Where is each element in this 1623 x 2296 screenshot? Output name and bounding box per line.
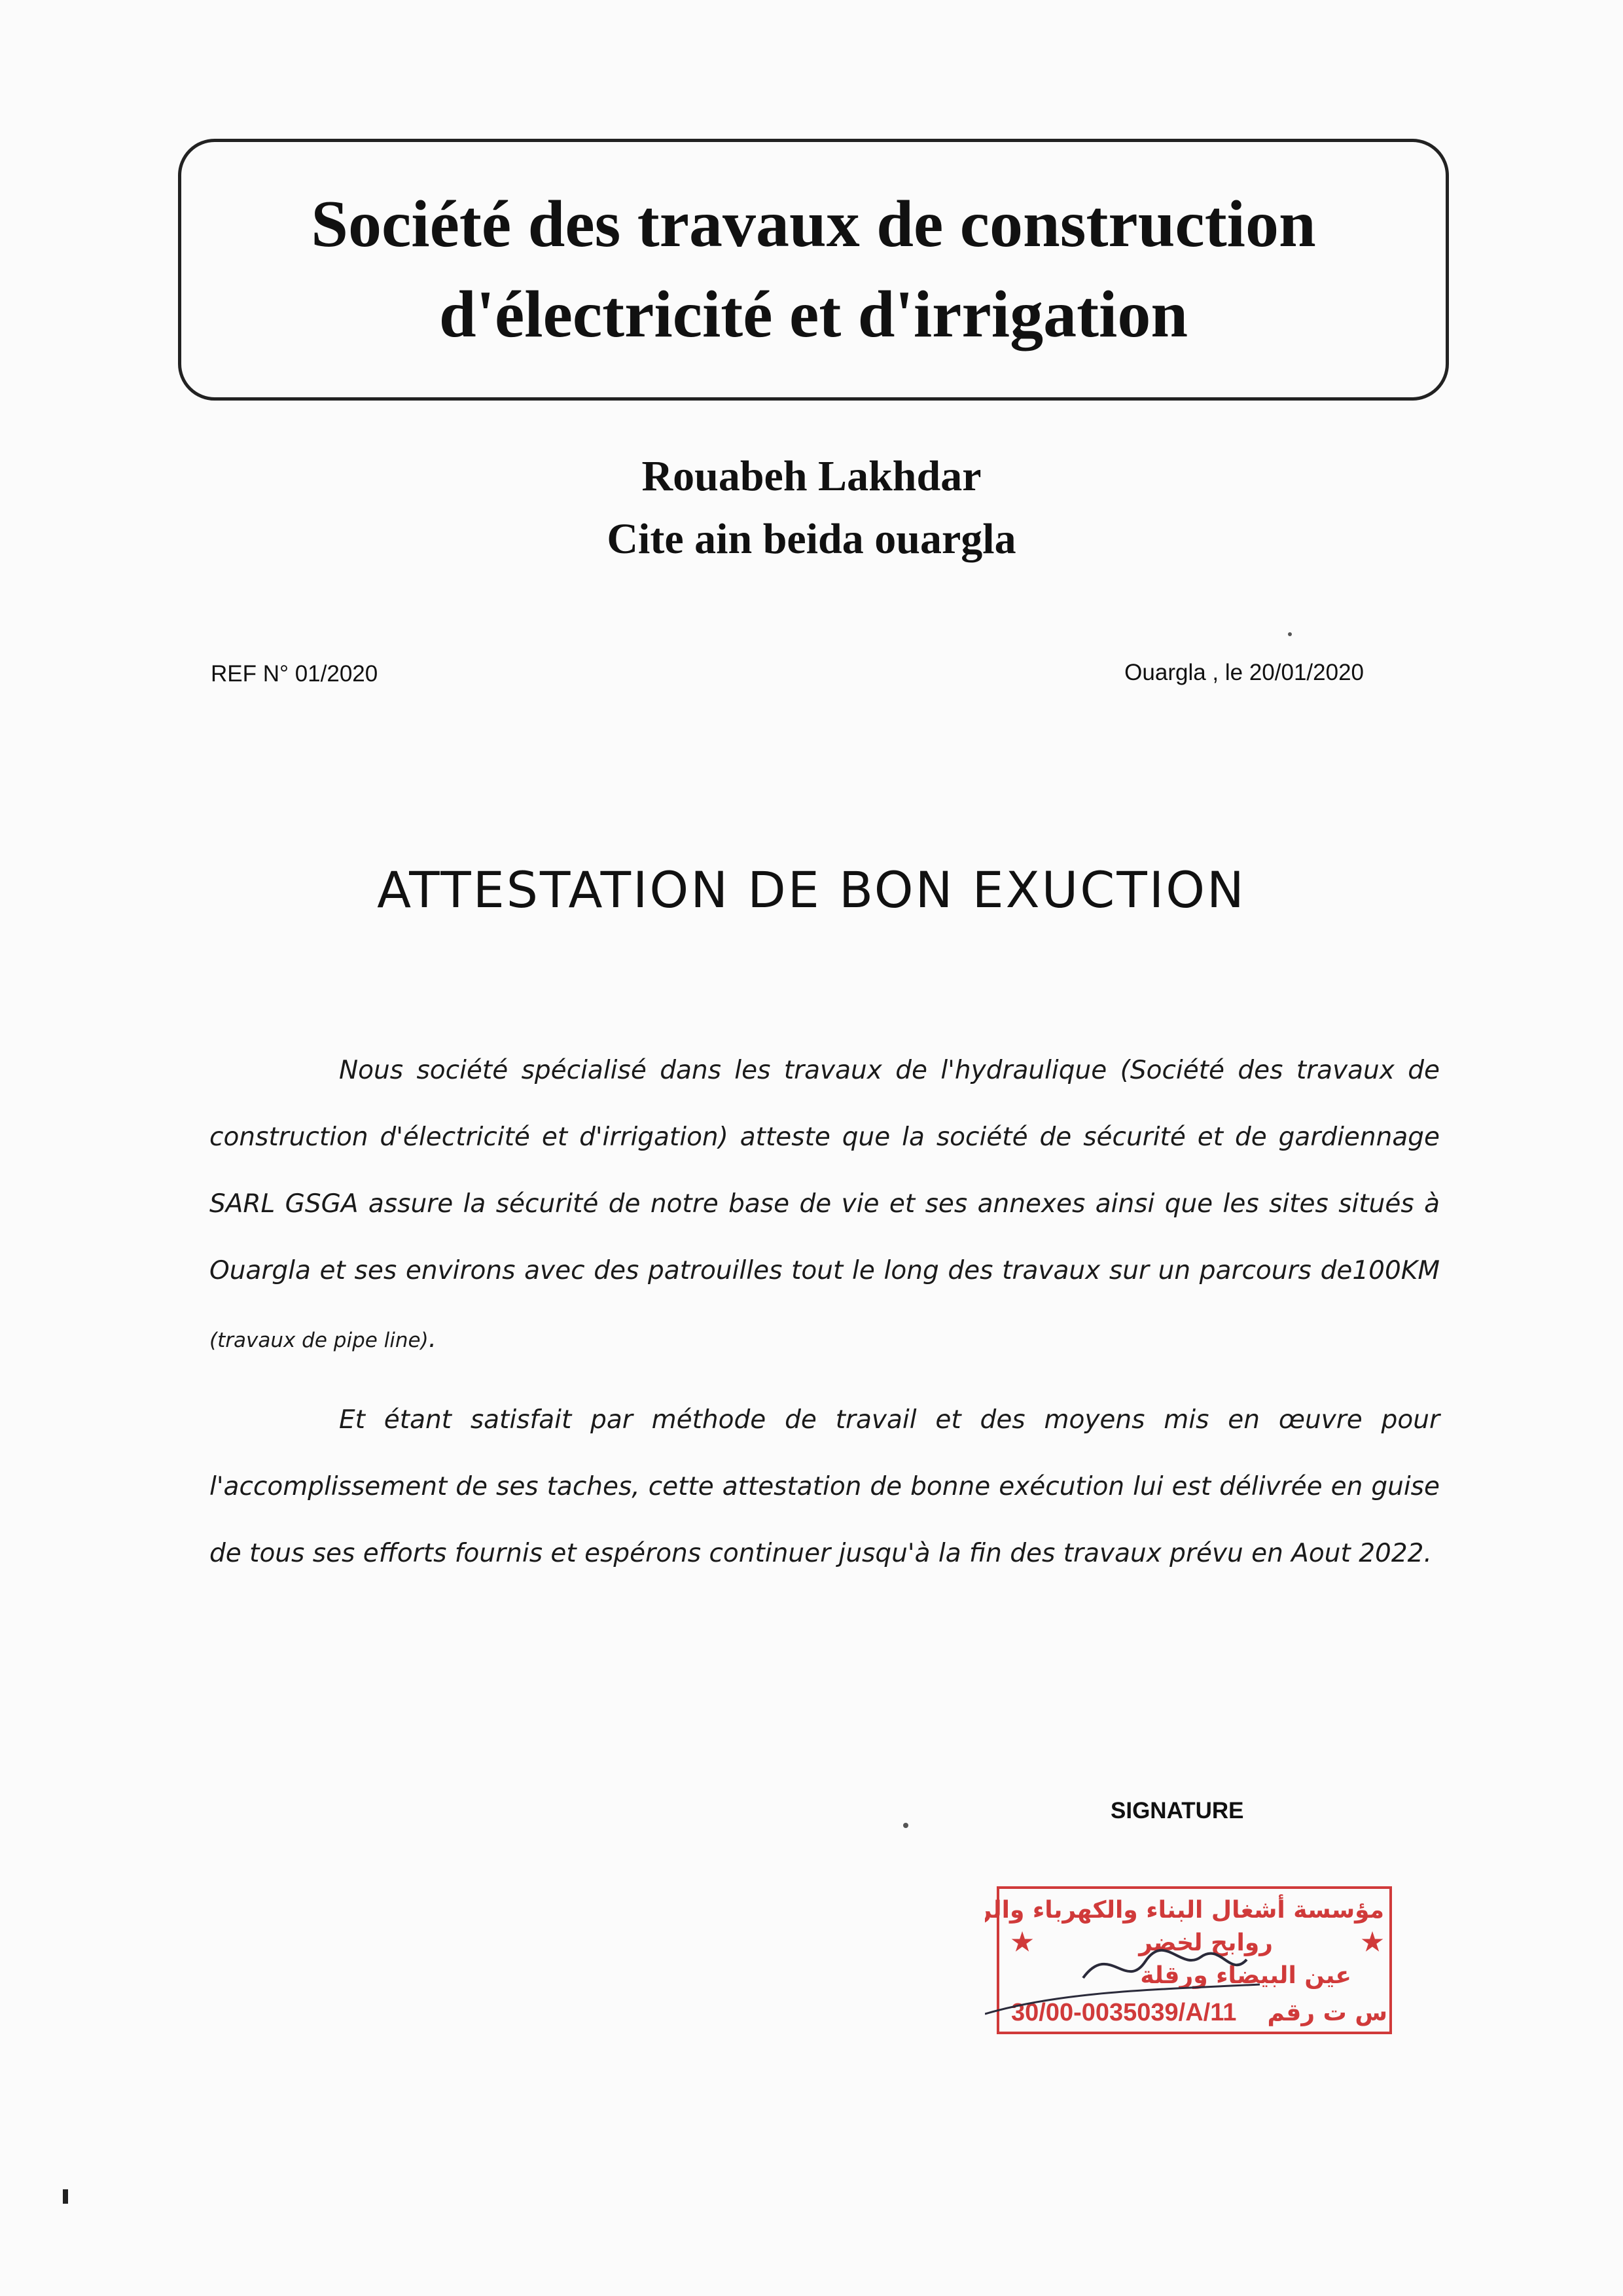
paragraph-1-note: (travaux de pipe line)	[209, 1329, 429, 1352]
stamp-line-3: عين البيضاء ورقلة	[1140, 1962, 1351, 1989]
stamp-graphic	[985, 1880, 1404, 2043]
paragraph-1-text: Nous société spécialisé dans les travaux de l'hydraulique (Société des travaux de construction d'électricité et d'irrigation) atteste que la société de sécurité et de gardiennage SARL GSGA assure la sécurité de notre base de vie et ses annexes ainsi que les sites situés à Ouargla et ses environs avec des patrouilles tout le long des travaux sur un parcours de100KM	[209, 1056, 1440, 1285]
body-paragraph-1	[209, 1037, 1440, 1374]
stamp-number: 30/00-0035039/A/11	[1011, 1999, 1237, 2026]
company-stamp	[985, 1880, 1404, 2043]
company-header-box	[178, 139, 1449, 401]
stamp-line-1: مؤسسة أشغال البناء والكهرباء والري	[985, 1897, 1384, 1924]
document-title: ATTESTATION DE BON EXUCTION	[377, 861, 1246, 919]
stamp-line-2: روابح لخضر	[1139, 1929, 1273, 1956]
signature-label: SIGNATURE	[1111, 1798, 1244, 1823]
scan-speck	[903, 1823, 908, 1828]
margin-mark	[63, 2189, 68, 2204]
company-name-line-1: Société des travaux de construction	[311, 187, 1316, 261]
stamp-star-right: ★	[1361, 1929, 1384, 1956]
document-body	[209, 1037, 1440, 1587]
reference-number: REF N° 01/2020	[211, 661, 378, 687]
owner-address: Cite ain beida ouargla	[607, 515, 1016, 563]
owner-block	[0, 445, 1623, 571]
paragraph-1-end: .	[428, 1324, 437, 1354]
place-date: Ouargla , le 20/01/2020	[1124, 660, 1364, 685]
company-name-line-2: d'électricité et d'irrigation	[438, 278, 1188, 351]
stamp-number-prefix: س ت رقم	[1267, 2000, 1387, 2026]
scan-speck	[1288, 632, 1292, 636]
owner-name: Rouabeh Lakhdar	[641, 452, 982, 500]
body-paragraph-2: Et étant satisfait par méthode de travail et des moyens mis en œuvre pour l'accomplissement de ses taches, cette attestation de bonne exécution lui est délivrée en guise de tous ses efforts fournis et espérons continuer jusqu'à la fin des travaux prévu en Aout 2022.	[209, 1405, 1440, 1568]
stamp-star-left: ★	[1011, 1929, 1034, 1956]
